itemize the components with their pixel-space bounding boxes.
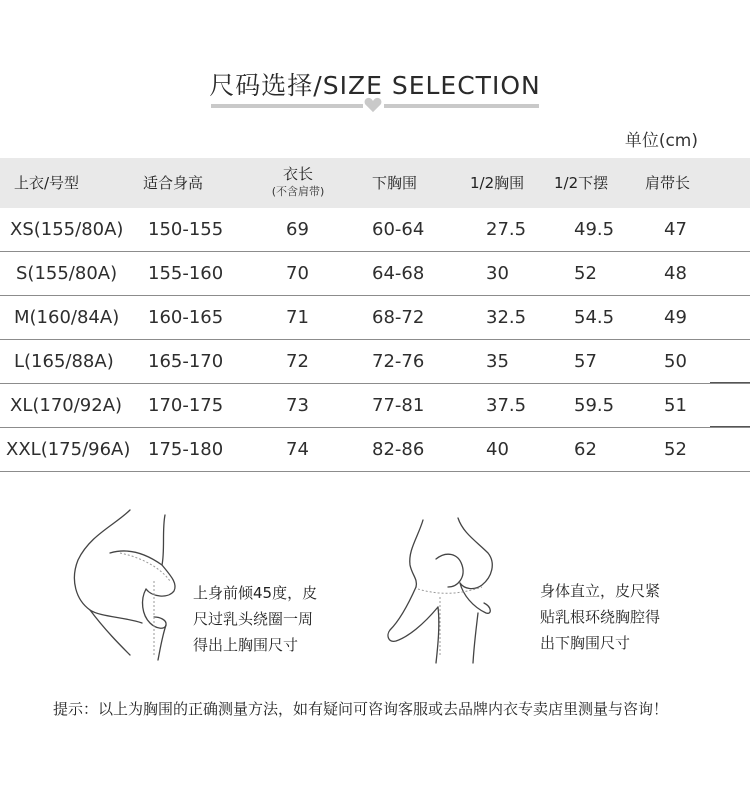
- table-cell: 52: [574, 263, 597, 284]
- measure-under-bust-illustration: [378, 515, 518, 665]
- caption-line: 上身前倾45度，皮: [193, 584, 318, 602]
- table-cell: S(155/80A): [16, 263, 118, 284]
- table-cell: 32.5: [486, 307, 527, 328]
- table-cell: 48: [664, 263, 687, 284]
- table-row: [0, 252, 750, 296]
- table-cell: 49: [664, 307, 687, 328]
- table-cell: M(160/84A): [14, 307, 120, 328]
- table-row: [0, 296, 750, 340]
- table-cell: 57: [574, 351, 597, 372]
- measure-upper-bust-illustration: [70, 505, 190, 665]
- column-header-sub: (不含肩带): [271, 185, 325, 198]
- table-cell: 71: [286, 307, 309, 328]
- size-table: [0, 158, 750, 472]
- column-header: 肩带长: [645, 174, 691, 192]
- caption-line: 得出上胸围尺寸: [193, 636, 299, 654]
- table-cell: 47: [664, 219, 687, 240]
- table-cell: 82-86: [372, 439, 425, 460]
- table-row: [0, 340, 750, 384]
- table-cell: 77-81: [372, 395, 425, 416]
- caption-line: 出下胸围尺寸: [540, 634, 631, 652]
- table-cell: 74: [286, 439, 309, 460]
- table-cell: 155-160: [148, 263, 224, 284]
- table-cell: 40: [486, 439, 509, 460]
- table-cell: 27.5: [486, 219, 527, 240]
- table-cell: 69: [286, 219, 309, 240]
- table-cell: 170-175: [148, 395, 224, 416]
- divider: [710, 426, 750, 427]
- caption-line: 尺过乳头绕圈一周: [193, 610, 314, 628]
- table-cell: 60-64: [372, 219, 425, 240]
- table-cell: 150-155: [148, 219, 224, 240]
- page-title: 尺码选择/SIZE SELECTION: [209, 71, 541, 100]
- column-header: 适合身高: [143, 174, 204, 192]
- table-row: [0, 208, 750, 252]
- table-cell: XXL(175/96A): [6, 439, 131, 460]
- column-header: 上衣/号型: [14, 174, 80, 192]
- title-underline-left: [211, 104, 363, 108]
- heart-icon: [364, 97, 382, 113]
- table-cell: 51: [664, 395, 687, 416]
- title-underline-right: [384, 104, 539, 108]
- table-cell: 64-68: [372, 263, 425, 284]
- table-cell: 52: [664, 439, 687, 460]
- left-caption: [193, 580, 317, 658]
- table-row: [0, 428, 750, 472]
- table-cell: 165-170: [148, 351, 224, 372]
- table-cell: 30: [486, 263, 509, 284]
- table-cell: 160-165: [148, 307, 224, 328]
- table-cell: L(165/88A): [14, 351, 114, 372]
- column-header: 1/2胸围: [470, 174, 525, 192]
- table-cell: 68-72: [372, 307, 425, 328]
- table-cell: 50: [664, 351, 687, 372]
- table-header: [0, 158, 750, 208]
- divider: [710, 382, 750, 383]
- column-header: 下胸围: [372, 174, 418, 192]
- column-header-label: 衣长: [282, 165, 313, 183]
- unit-label: 单位(cm): [624, 131, 698, 151]
- table-cell: 72: [286, 351, 309, 372]
- table-cell: XS(155/80A): [10, 219, 124, 240]
- table-cell: 49.5: [574, 219, 615, 240]
- table-cell: 59.5: [574, 395, 615, 416]
- caption-line: 身体直立，皮尺紧: [540, 582, 661, 600]
- column-header: 1/2下摆: [554, 174, 609, 192]
- table-cell: 72-76: [372, 351, 425, 372]
- table-cell: 35: [486, 351, 509, 372]
- table-cell: 62: [574, 439, 597, 460]
- measurement-tip: 提示：以上为胸围的正确测量方法，如有疑问可咨询客服或去品牌内衣专卖店里测量与咨询！: [53, 700, 669, 718]
- table-cell: 37.5: [486, 395, 527, 416]
- table-cell: 54.5: [574, 307, 615, 328]
- table-cell: 73: [286, 395, 309, 416]
- table-cell: XL(170/92A): [10, 395, 123, 416]
- table-cell: 175-180: [148, 439, 224, 460]
- table-cell: 70: [286, 263, 309, 284]
- caption-line: 贴乳根环绕胸腔得: [540, 608, 661, 626]
- right-caption: [540, 578, 660, 656]
- table-row: [0, 384, 750, 428]
- column-header: [258, 166, 338, 200]
